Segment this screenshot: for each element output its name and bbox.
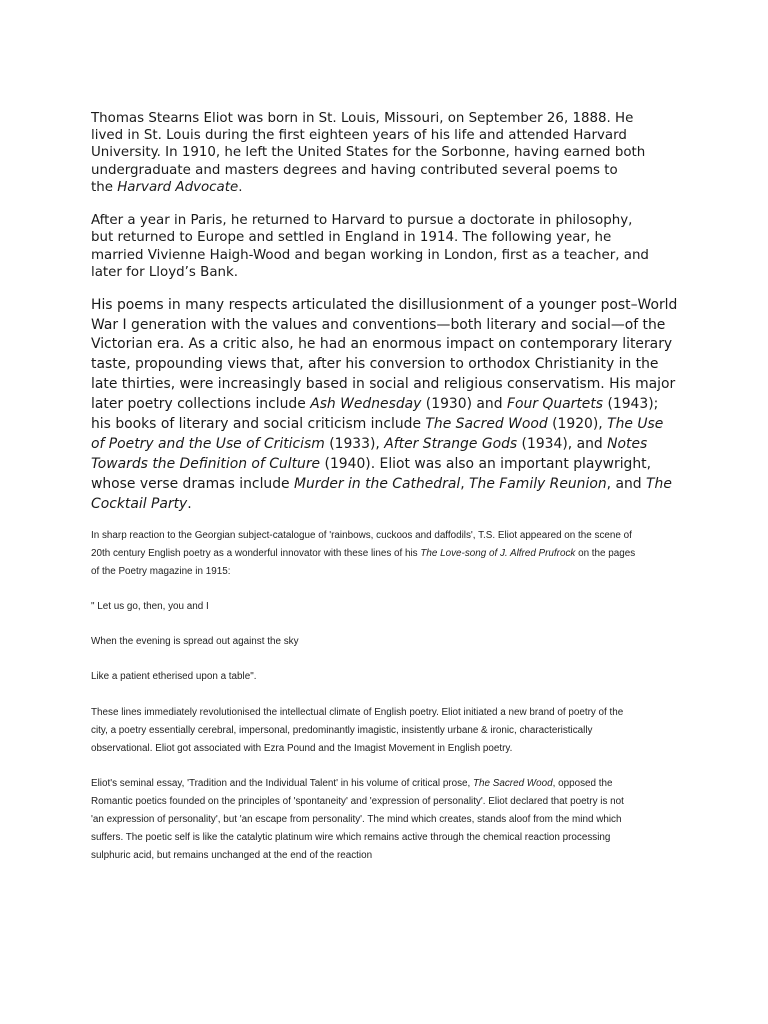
text-run: on the pages bbox=[575, 547, 636, 559]
text-line: later for Lloyd’s Bank. bbox=[91, 265, 239, 281]
text-run: (1920), bbox=[547, 416, 608, 433]
text-line: 'an expression of personality', but 'an escape from personality'. The mind which creates, stands aloof from the mind which bbox=[91, 813, 622, 825]
text-line: After a year in Paris, he returned to Harvard to pursue a doctorate in philosophy, bbox=[91, 213, 633, 229]
text-line: late thirties, were increasingly based in social and religious conservatism. His major bbox=[91, 376, 676, 393]
text-run: , opposed the bbox=[552, 777, 613, 789]
quote-line-2: When the evening is spread out against the sky bbox=[91, 635, 299, 647]
title-the-use-of-poetry: The Use bbox=[607, 416, 664, 433]
text-line bbox=[91, 455, 691, 475]
text-line: city, a poetry essentially cerebral, impersonal, predominantly imagistic, insistently urbane & ironic, characteristically bbox=[91, 724, 593, 736]
paragraph-revolution bbox=[91, 704, 691, 758]
title-the-cocktail-party: The bbox=[646, 475, 672, 492]
title-prufrock: The Love-song of J. Alfred Prufrock bbox=[420, 547, 576, 559]
paragraph-biography-paris bbox=[91, 212, 691, 282]
text-line: sulphuric acid, but remains unchanged at the end of the reaction bbox=[91, 849, 373, 861]
title-ash-wednesday: Ash Wednesday bbox=[310, 396, 422, 413]
title-notes-towards: Notes bbox=[607, 435, 648, 452]
title-the-family-reunion: The Family Reunion bbox=[469, 475, 607, 492]
text-run: (1940). Eliot was also an important playwright, bbox=[320, 455, 652, 472]
text-line: undergraduate and masters degrees and having contributed several poems to bbox=[91, 162, 618, 178]
text-line: of the Poetry magazine in 1915: bbox=[91, 565, 231, 577]
text-line: lived in St. Louis during the first eighteen years of his life and attended Harvard bbox=[91, 128, 627, 144]
text-run: whose verse dramas include bbox=[91, 475, 295, 492]
title-the-sacred-wood: The Sacred Wood bbox=[425, 416, 548, 433]
text-run: . bbox=[187, 495, 192, 512]
text-line: Thomas Stearns Eliot was born in St. Louis, Missouri, on September 26, 1888. He bbox=[91, 111, 634, 126]
text-line: Victorian era. As a critic also, he had an enormous impact on contemporary literary bbox=[91, 336, 673, 353]
title-the-use-of-poetry: of Poetry and the Use of Criticism bbox=[91, 435, 325, 452]
text-run: the bbox=[91, 179, 118, 195]
paragraph-biography-early bbox=[91, 110, 691, 196]
title-notes-towards: Towards the Definition of Culture bbox=[91, 455, 321, 472]
text-run: (1934), and bbox=[517, 435, 608, 452]
text-line: These lines immediately revolutionised the intellectual climate of English poetry. Eliot initiated a new brand of poetry of the bbox=[91, 706, 624, 718]
text-run: 20th century English poetry as a wonderful innovator with these lines of his bbox=[91, 547, 421, 559]
title-the-sacred-wood: The Sacred Wood bbox=[473, 777, 553, 789]
paragraph-prufrock-intro bbox=[91, 527, 691, 581]
quote-line-1: " Let us go, then, you and I bbox=[91, 600, 209, 612]
text-run: . bbox=[238, 179, 243, 195]
paragraph-tradition-essay bbox=[91, 775, 691, 865]
title-after-strange-gods: After Strange Gods bbox=[384, 435, 518, 452]
text-run: , bbox=[460, 475, 470, 492]
title-four-quartets: Four Quartets bbox=[506, 396, 604, 413]
text-line: University. In 1910, he left the United States for the Sorbonne, having earned both bbox=[91, 145, 646, 161]
text-line bbox=[91, 179, 691, 196]
text-line bbox=[91, 395, 691, 415]
text-run: , and bbox=[606, 475, 647, 492]
text-run: (1930) and bbox=[421, 396, 507, 413]
text-line: observational. Eliot got associated with Ezra Pound and the Imagist Movement in English poetry. bbox=[91, 742, 513, 754]
text-line bbox=[91, 775, 691, 793]
quote-line-3: Like a patient etherised upon a table". bbox=[91, 670, 257, 682]
text-line bbox=[91, 435, 691, 455]
text-line: married Vivienne Haigh-Wood and began working in London, first as a teacher, and bbox=[91, 247, 649, 263]
text-line bbox=[91, 475, 691, 495]
title-the-cocktail-party: Cocktail Party bbox=[91, 495, 188, 512]
title-murder-in-the-cathedral: Murder in the Cathedral bbox=[294, 475, 461, 492]
document-page bbox=[91, 110, 691, 865]
text-line: suffers. The poetic self is like the catalytic platinum wire which remains active through the chemical reaction processing bbox=[91, 831, 611, 843]
text-run: his books of literary and social criticism include bbox=[91, 416, 426, 433]
text-run: later poetry collections include bbox=[91, 396, 311, 413]
title-harvard-advocate: Harvard Advocate bbox=[117, 179, 239, 195]
text-run: Eliot's seminal essay, 'Tradition and the Individual Talent' in his volume of critical prose, bbox=[91, 777, 474, 789]
text-line bbox=[91, 495, 691, 515]
text-line: taste, propounding views that, after his conversion to orthodox Christianity in the bbox=[91, 356, 659, 373]
text-line bbox=[91, 545, 691, 563]
text-line: War I generation with the values and conventions—both literary and social—of the bbox=[91, 316, 666, 333]
text-line: His poems in many respects articulated the disillusionment of a younger post–World bbox=[91, 296, 678, 313]
paragraph-poems-criticism bbox=[91, 296, 691, 515]
text-line: but returned to Europe and settled in England in 1914. The following year, he bbox=[91, 230, 612, 246]
text-line: In sharp reaction to the Georgian subject-catalogue of 'rainbows, cuckoos and daffodils', T.S. Eliot appeared on the scene of bbox=[91, 529, 632, 541]
text-line bbox=[91, 415, 691, 435]
text-line: Romantic poetics founded on the principles of 'spontaneity' and 'expression of personality'. Eliot declared that poetry is not bbox=[91, 795, 624, 807]
text-run: (1933), bbox=[324, 435, 385, 452]
text-run: (1943); bbox=[603, 396, 659, 413]
